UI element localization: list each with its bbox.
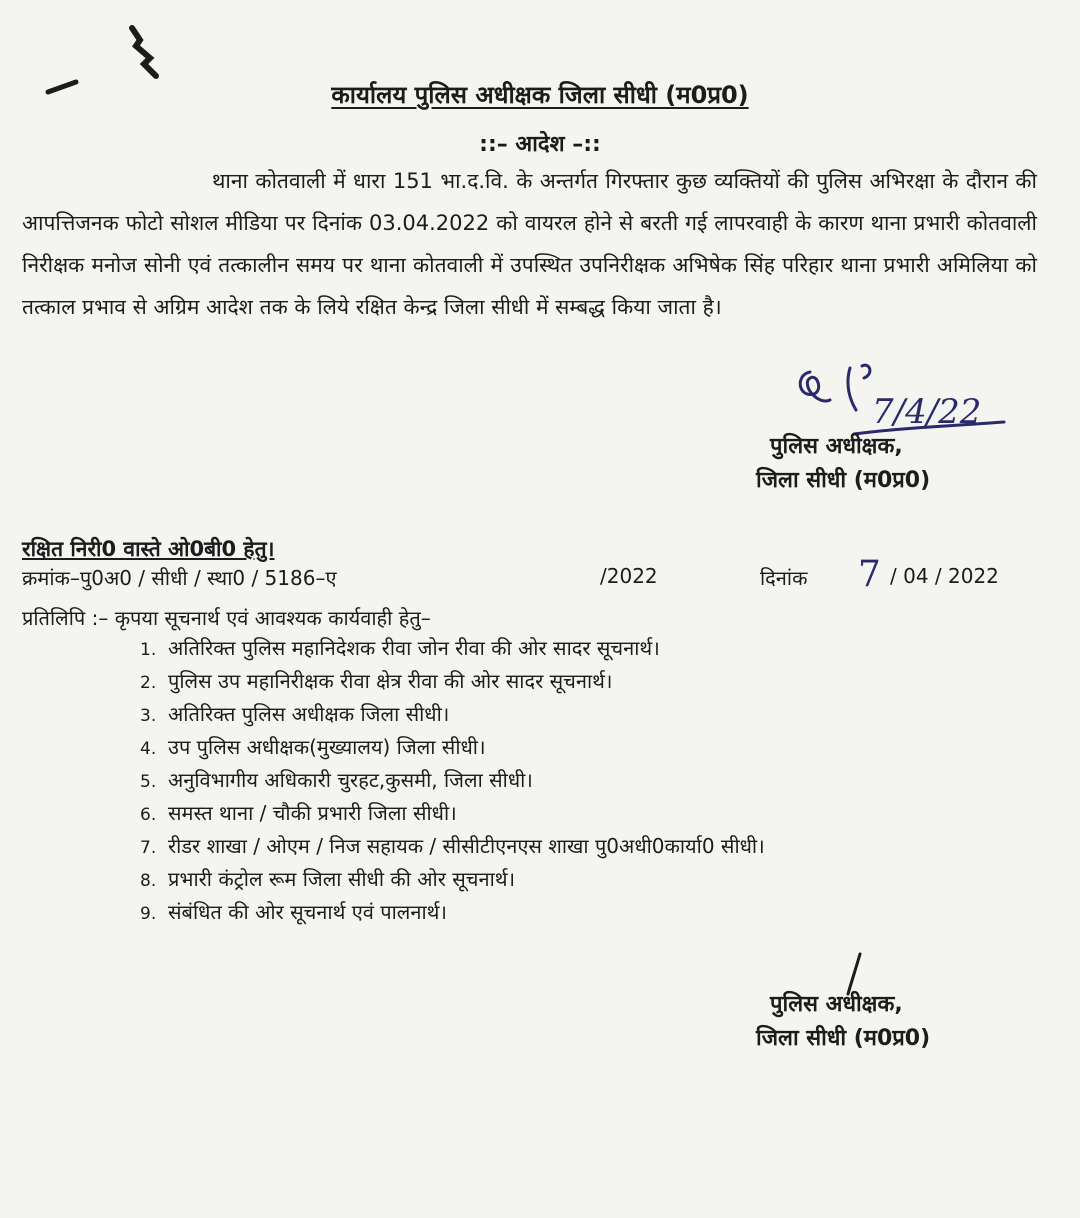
reference-heading: रक्षित निरी0 वास्ते ओ0बी0 हेतु। [22, 537, 275, 561]
list-item: 6. समस्त थाना / चौकी प्रभारी जिला सीधी। [140, 801, 457, 825]
handwritten-date: 7/4/22 [872, 392, 982, 432]
list-item: 4. उप पुलिस अधीक्षक(मुख्यालय) जिला सीधी। [140, 735, 486, 759]
date-month-year: / 04 / 2022 [890, 564, 999, 588]
signatory-title: पुलिस अधीक्षक, [770, 434, 903, 459]
office-title: कार्यालय पुलिस अधीक्षक जिला सीधी (म0प्र0) [331, 81, 749, 109]
reference-number: क्रमांक–पु0अ0 / सीधी / स्था0 / 5186–ए [22, 566, 337, 590]
list-item: 1. अतिरिक्त पुलिस महानिदेशक रीवा जोन रीवा की ओर सादर सूचनार्थ। [140, 636, 660, 660]
list-item: 5. अनुविभागीय अधिकारी चुरहट,कुसमी, जिला सीधी। [140, 768, 533, 792]
signature-block-1 [756, 430, 931, 498]
copy-intro: प्रतिलिपि :– कृपया सूचनार्थ एवं आवश्यक कार्यवाही हेतु– [22, 606, 431, 630]
signature-block-2 [756, 988, 931, 1056]
list-item: 7. रीडर शाखा / ओएम / निज सहायक / सीसीटीएनएस शाखा पु0अधी0कार्या0 सीधी। [140, 834, 765, 858]
signatory-title: पुलिस अधीक्षक, [770, 992, 903, 1017]
signatory-district: जिला सीधी (म0प्र0) [756, 468, 931, 493]
list-item: 3. अतिरिक्त पुलिस अधीक्षक जिला सीधी। [140, 702, 450, 726]
list-item: 8. प्रभारी कंट्रोल रूम जिला सीधी की ओर सूचनार्थ। [140, 867, 516, 891]
handwritten-date-day: 7 [858, 554, 881, 595]
order-body-paragraph: थाना कोतवाली में धारा 151 भा.द.वि. के अन्तर्गत गिरफ्तार कुछ व्यक्तियों की पुलिस अभिरक्षा के दौरान की आपत्तिजनक फोटो सोशल मीडिया पर दिनांक 03.04.2022 को वायरल होने से बरती गई लापरवाही के कारण थाना प्रभारी कोतवाली निरीक्षक मनोज सोनी एवं तत्कालीन समय पर थाना कोतवाली में उपस्थित उपनिरीक्षक अभिषेक सिंह परिहार थाना प्रभारी अमिलिया को तत्काल प्रभाव से अग्रिम आदेश तक के लिये रक्षित केन्द्र जिला सीधी में सम्बद्ध किया जाता है। [22, 169, 1037, 319]
recipient-list [140, 632, 765, 929]
reference-year: /2022 [600, 564, 658, 588]
order-heading: ::– आदेश –:: [479, 132, 601, 157]
list-item: 2. पुलिस उप महानिरीक्षक रीवा क्षेत्र रीवा की ओर सादर सूचनार्थ। [140, 669, 613, 693]
signatory-district: जिला सीधी (म0प्र0) [756, 1026, 931, 1051]
date-label: दिनांक [760, 566, 808, 590]
list-item: 9. संबंधित की ओर सूचनार्थ एवं पालनार्थ। [140, 900, 447, 924]
